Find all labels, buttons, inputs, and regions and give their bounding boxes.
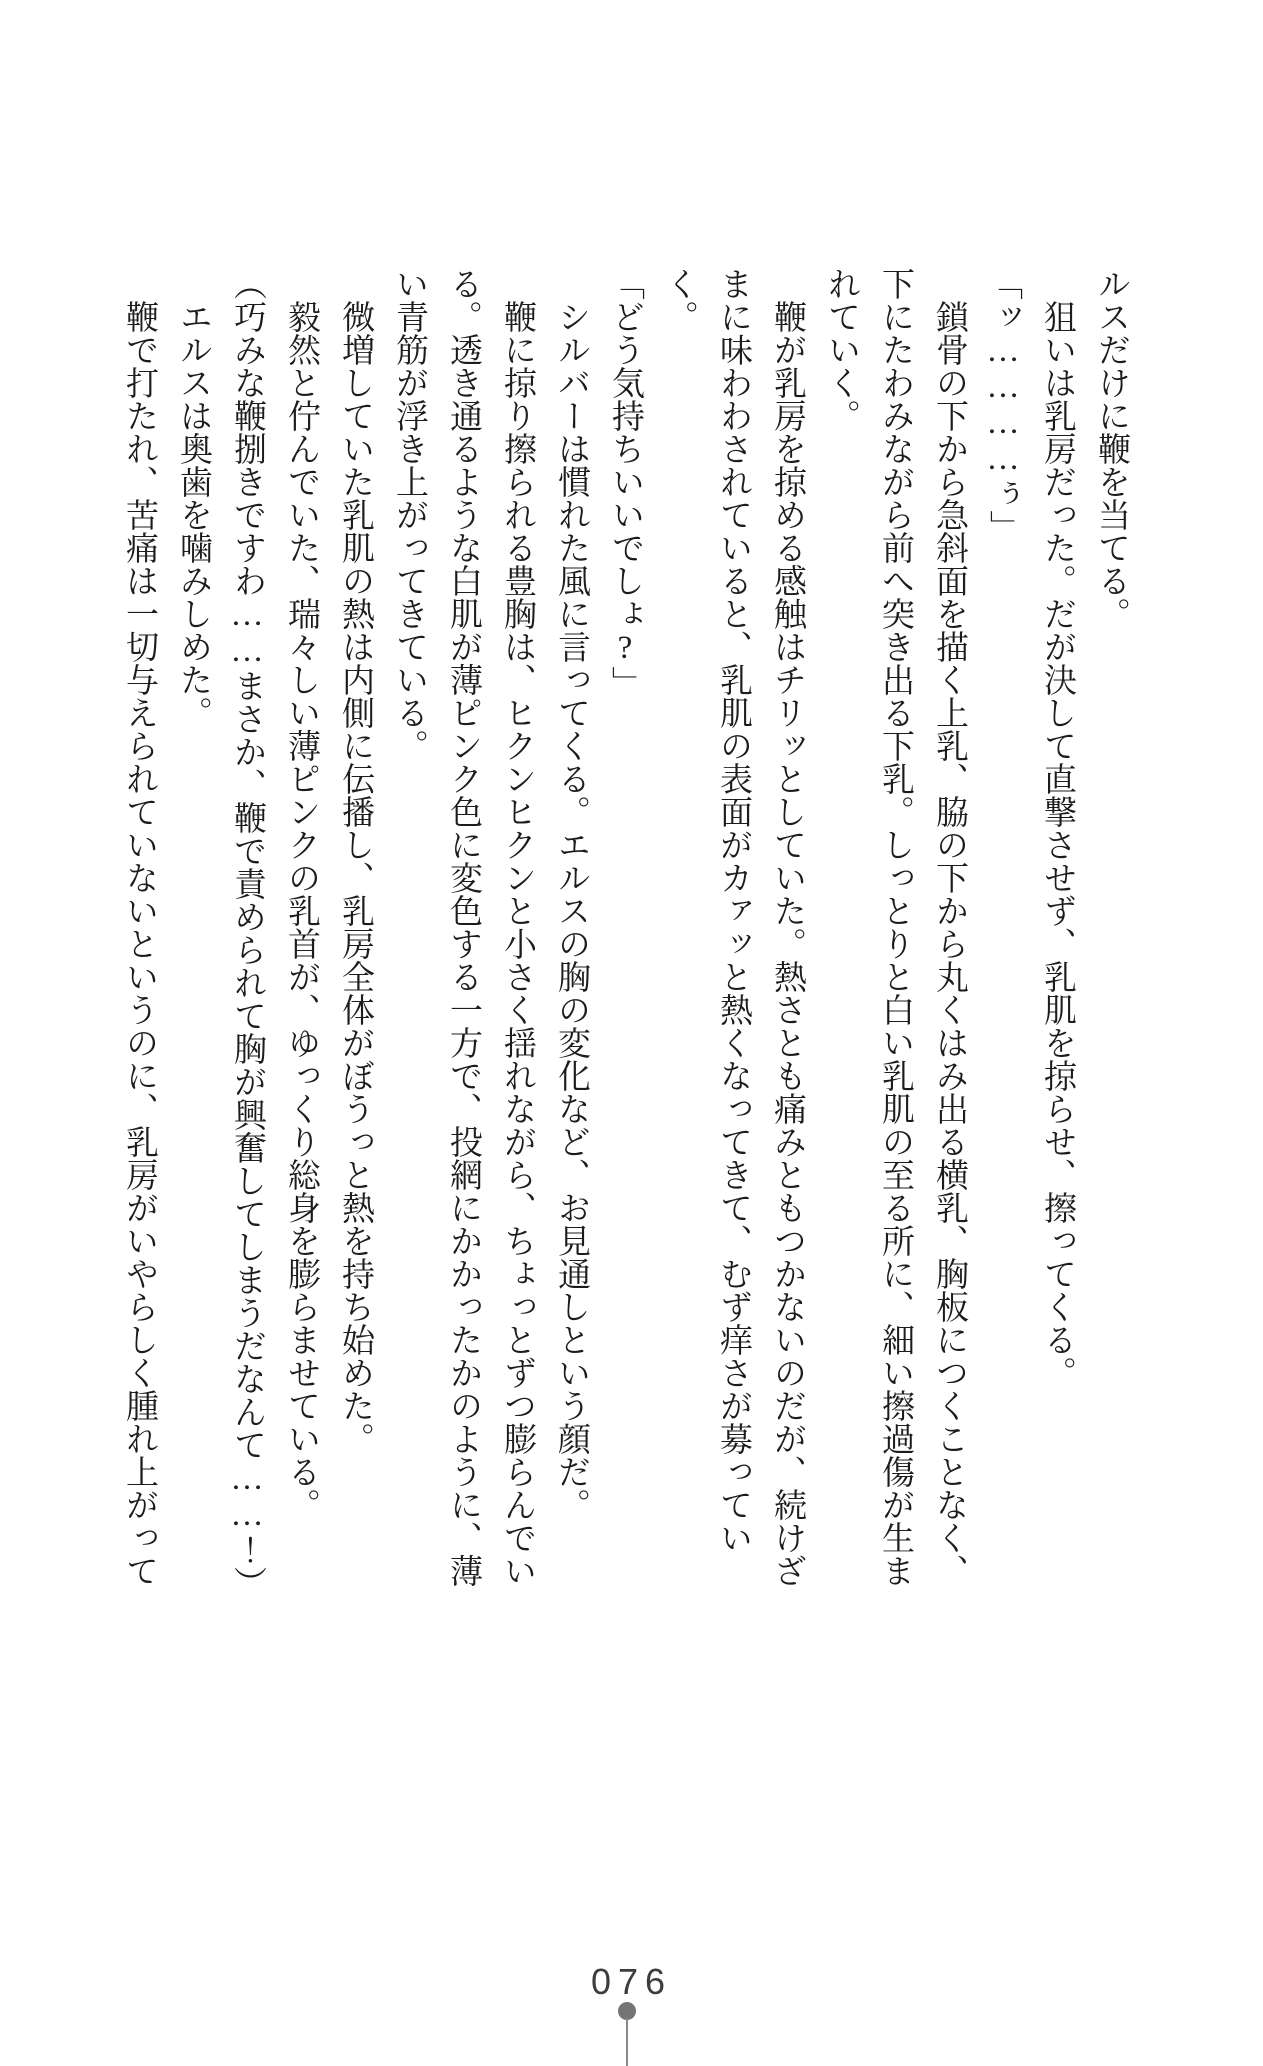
novel-paragraph: 微増していた乳肌の熱は内側に伝播し、乳房全体がぼうっと熱を持ち始めた。	[337, 300, 373, 1455]
novel-paragraph: シルバーは慣れた風に言ってくる。エルスの胸の変化など、お見通しという顔だ。	[553, 300, 589, 1521]
novel-paragraph: 鞭が乳房を掠める感触はチリッとしていた。熱さとも痛みともつかないのだが、続けざまに味わわされていると、乳肌の表面がカァッと熱くなってきて、むず痒さが募っていく。	[661, 267, 805, 1587]
novel-paragraph: （巧みな鞭捌きですわ……まさか、鞭で責められて胸が興奮してしまうだなんて……！）	[229, 267, 265, 1599]
novel-paragraph: 「ッ…………ぅ」	[985, 267, 1021, 543]
novel-paragraph: 毅然と佇んでいた、瑞々しい薄ピンクの乳首が、ゆっくり総身を膨らませている。	[283, 300, 319, 1521]
novel-text-block	[112, 267, 1138, 1599]
novel-paragraph: 鎖骨の下から急斜面を描く上乳、脇の下から丸くはみ出る横乳、胸板につくことなく、下にたわみながら前へ突き出る下乳。しっとりと白い乳肌の至る所に、細い擦過傷が生まれていく。	[823, 267, 967, 1587]
novel-paragraph: エルスは奥歯を噛みしめた。	[175, 300, 211, 729]
novel-paragraph: 鞭で打たれ、苦痛は一切与えられていないというのに、乳房がいやらしく腫れ上がって	[121, 300, 157, 1587]
footer-rule-line	[626, 2018, 628, 2066]
novel-paragraph: 狙いは乳房だった。だが決して直撃させず、乳肌を掠らせ、擦ってくる。	[1039, 300, 1075, 1389]
novel-paragraph: 鞭に掠り擦られる豊胸は、ヒクンヒクンと小さく揺れながら、ちょっとずつ膨らんでいる。透き通るような白肌が薄ピンク色に変色する一方で、投網にかかったかのように、薄い青筋が浮き上がってきている。	[391, 267, 535, 1587]
novel-paragraph: 「どう気持ちいいでしょ?」	[607, 267, 643, 699]
page-number: 076	[590, 1961, 673, 2002]
novel-paragraph: ルスだけに鞭を当てる。	[1093, 267, 1129, 630]
